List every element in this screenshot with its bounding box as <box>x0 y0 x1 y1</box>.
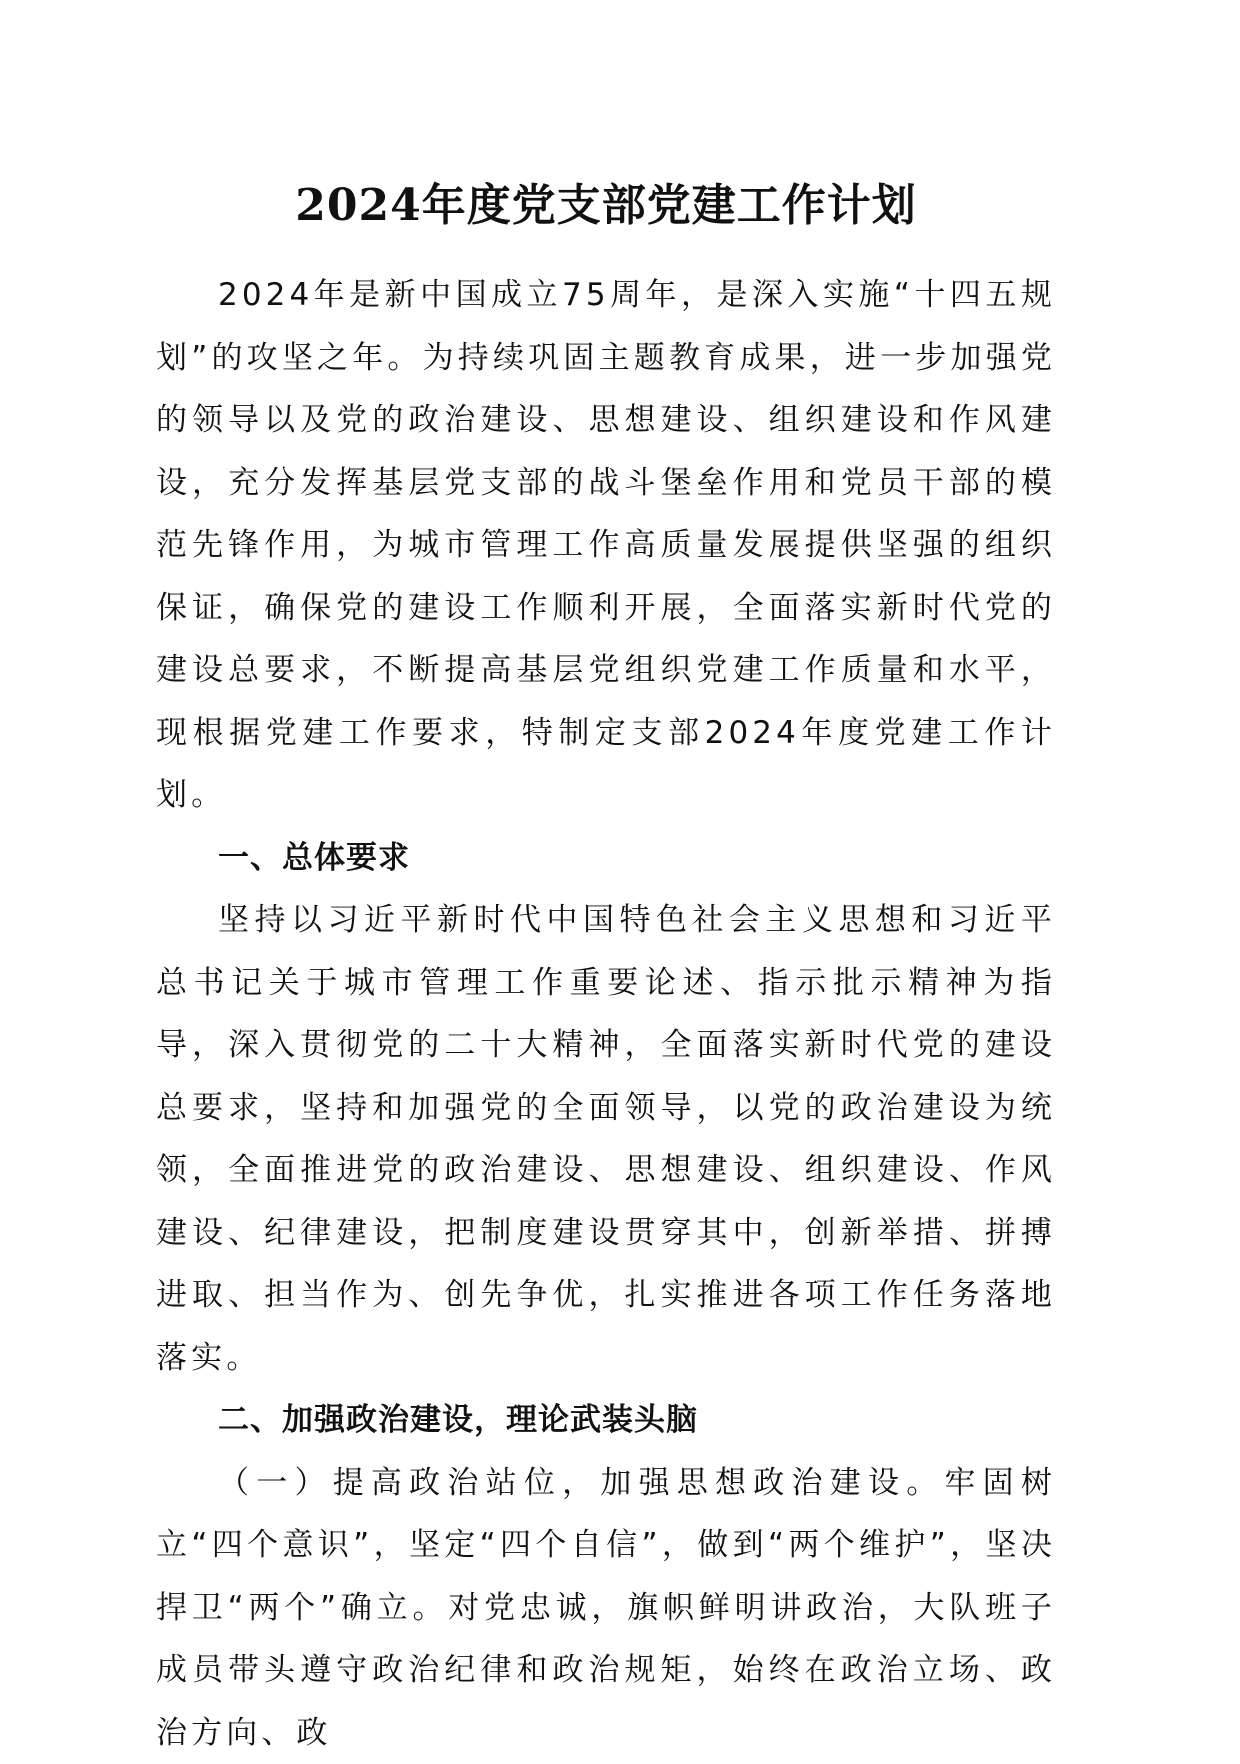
section-heading-political-construction: 二、加强政治建设，理论武装头脑 <box>156 1389 1056 1452</box>
section-political-construction-paragraph: （一）提高政治站位，加强思想政治建设。牢固树立“四个意识”，坚定“四个自信”，做到“两个维护”，坚决捍卫“两个”确立。对党忠诚，旗帜鲜明讲政治，大队班子成员带头遵守政治纪律和政治规矩，始终在政治立场、政治方向、政 <box>156 1452 1056 1764</box>
document-title: 2024年度党支部党建工作计划 <box>156 170 1056 242</box>
document-body <box>156 170 1056 1764</box>
intro-paragraph: 2024年是新中国成立75周年，是深入实施“十四五规划”的攻坚之年。为持续巩固主题教育成果，进一步加强党的领导以及党的政治建设、思想建设、组织建设和作风建设，充分发挥基层党支部的战斗堡垒作用和党员干部的模范先锋作用，为城市管理工作高质量发展提供坚强的组织保证，确保党的建设工作顺利开展，全面落实新时代党的建设总要求，不断提高基层党组织党建工作质量和水平，现根据党建工作要求，特制定支部2024年度党建工作计划。 <box>156 264 1056 827</box>
section-general-requirements-paragraph: 坚持以习近平新时代中国特色社会主义思想和习近平总书记关于城市管理工作重要论述、指示批示精神为指导，深入贯彻党的二十大精神，全面落实新时代党的建设总要求，坚持和加强党的全面领导，以党的政治建设为统领，全面推进党的政治建设、思想建设、组织建设、作风建设、纪律建设，把制度建设贯穿其中，创新举措、拼搏进取、担当作为、创先争优，扎实推进各项工作任务落地落实。 <box>156 889 1056 1389</box>
section-heading-general-requirements: 一、总体要求 <box>156 827 1056 890</box>
